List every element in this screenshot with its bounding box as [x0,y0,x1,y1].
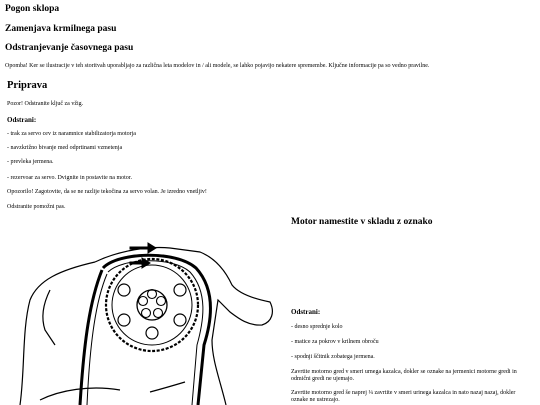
remove-item: - trak za servo cev iz naramnice stabilizatorja motorja [7,131,136,137]
remove-item: - prevleka jermena. [7,159,54,165]
lower-cover [40,382,185,400]
remove-title: Odstrani: [7,116,37,124]
sprocket-hole [174,314,186,326]
camshaft-sprocket [106,259,198,351]
sprocket-hole [118,314,130,326]
motor-remove-title: Odstrani: [291,308,321,316]
motor-item: - matice za pokrov v krilnem obroču [291,339,379,345]
motor-paragraph: Zavrtite motorno gred še naprej ¼ zavrtite v smeri urinega kazalca in nato nazaj nazaj, dokler oznake ne ustrezajo. [291,390,516,403]
last-step-text: Odstranite pomožni pas. [7,204,66,210]
warning-text: Pozor! Odstranite ključ za vžig. [7,101,84,107]
timing-belt-illustration [0,232,288,405]
sprocket-hole [118,284,130,296]
priprava-title: Priprava [7,80,48,91]
engine-left-edge [20,262,95,405]
sprocket-hole [146,327,158,339]
motor-item: - spodnji ščitnik zobatega jermena. [291,354,375,360]
remove-item: - navzkrižno bivanje med odprtinami vzmetenja [7,145,123,151]
sprocket-rim [112,265,192,345]
zamenjava-heading: Zamenjava krmilnega pasu [5,24,117,34]
caution-text: Opozorilo! Zagotovite, da se ne razlije tekočina za servo volan. Je izredno vnetljiv! [7,189,207,195]
engine-bracket [43,290,55,345]
timing-belt [80,255,211,405]
note-paragraph: Opomba! Ker se ilustracije v teh storitvah uporabljajo za različna leta modelov in / ali modele, se lahko pojavijo nekatere spremembe. Ključne informacije pa so vedno pravilne. [5,63,430,69]
sprocket-hole [174,284,186,296]
motor-paragraph: Zavrtite motorno gred v smeri urnega kazalca, dokler se oznake na jermenici motorne gredi in odmični gredi ne ujemajo. [291,369,517,382]
motor-title: Motor namestite v skladu z oznako [291,217,433,227]
remove-item: - rezervoar za servo. Dvignite in postavite na motor. [7,175,132,181]
odstranjevanje-heading: Odstranjevanje časovnega pasu [5,43,134,53]
arrow-icon [130,243,156,253]
pogon-sklopa-heading: Pogon sklopa [5,4,60,14]
motor-item: - desno sprednje kolo [291,324,343,330]
